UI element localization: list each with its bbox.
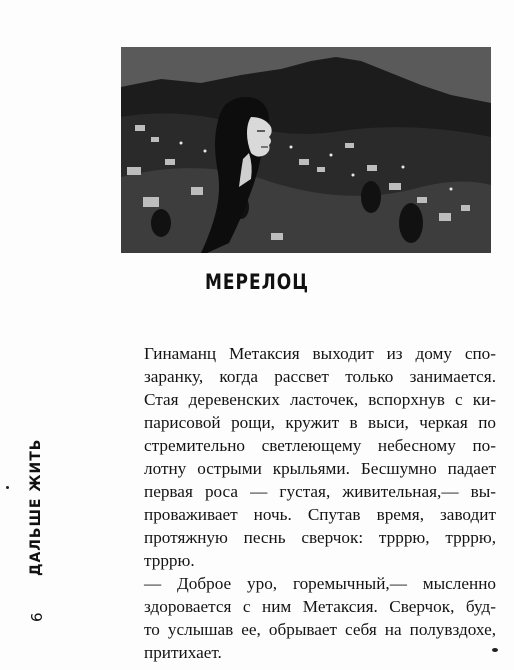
text-line: первая роса — густая, живительная,— вы-: [144, 482, 496, 501]
body-text: [118, 342, 496, 664]
text-line: заранку, когда рассвет только занимается.: [144, 367, 496, 386]
page-number: 6: [28, 612, 46, 622]
text-line: стремительно светлеющему небесному по-: [144, 436, 496, 455]
paragraph-1: [118, 342, 496, 572]
text-line: трррю.: [144, 551, 195, 570]
text-line: притихает.: [144, 643, 222, 662]
text-line: лотну острыми крыльями. Бесшумно падает: [144, 459, 496, 478]
running-head: ДАЛЬШЕ ЖИТЬ: [28, 438, 44, 576]
chapter-title: МЕРЕЛОЦ: [205, 270, 309, 295]
text-line: — Доброе уро, горемычный,— мысленно: [144, 574, 496, 593]
text-line: парисовой рощи, кружит в выси, черкая по: [144, 413, 496, 432]
text-line: здоровается с ним Метаксия. Сверчок, буд-: [144, 597, 496, 616]
text-line: проваживает ночь. Спутав время, заводит: [144, 505, 496, 524]
paragraph-2: [118, 572, 496, 664]
text-line: протяжную песнь сверчок: трррю, трррю,: [144, 528, 496, 547]
village-night-woman-illustration: [121, 47, 491, 253]
text-line: то услышав ее, обрывает себя на полувздохе,: [144, 620, 496, 639]
text-line: Стая деревенских ласточек, вспорхнув с ки-: [144, 390, 496, 409]
print-speck: [6, 486, 9, 489]
chapter-illustration: [121, 47, 491, 253]
print-speck: [492, 648, 498, 652]
text-line: Гинаманц Метаксия выходит из дому спо-: [144, 344, 496, 363]
